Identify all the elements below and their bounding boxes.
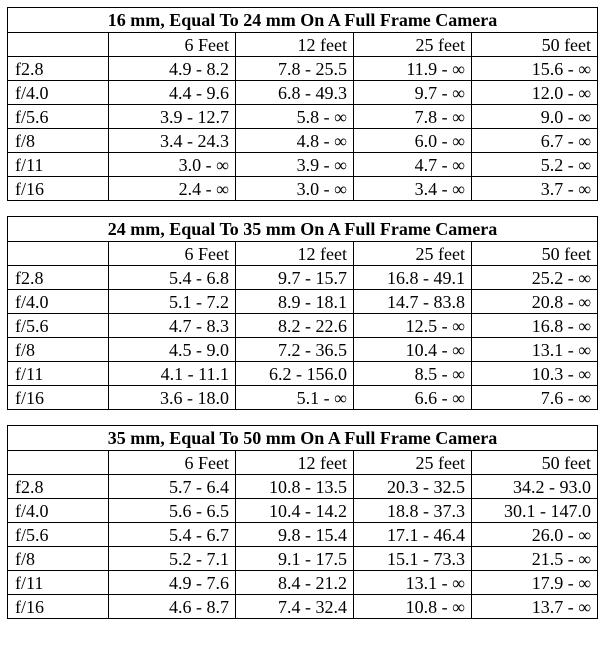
aperture-cell: f2.8 bbox=[8, 266, 109, 290]
table-row bbox=[8, 314, 598, 338]
dof-cell: 5.4 - 6.7 bbox=[109, 523, 236, 547]
table-title: 16 mm, Equal To 24 mm On A Full Frame Camera bbox=[8, 8, 598, 33]
dof-cell: 5.4 - 6.8 bbox=[109, 266, 236, 290]
dof-cell: 3.4 - 24.3 bbox=[109, 129, 236, 153]
dof-cell: 10.8 - ∞ bbox=[354, 595, 472, 619]
dof-cell: 16.8 - 49.1 bbox=[354, 266, 472, 290]
dof-cell: 6.8 - 49.3 bbox=[236, 81, 354, 105]
dof-cell: 5.2 - ∞ bbox=[472, 153, 598, 177]
dof-cell: 4.9 - 8.2 bbox=[109, 57, 236, 81]
aperture-cell: f/16 bbox=[8, 177, 109, 201]
dof-cell: 9.0 - ∞ bbox=[472, 105, 598, 129]
dof-cell: 7.6 - ∞ bbox=[472, 386, 598, 410]
table-title: 35 mm, Equal To 50 mm On A Full Frame Camera bbox=[8, 426, 598, 451]
column-header: 25 feet bbox=[354, 242, 472, 266]
column-header: 12 feet bbox=[236, 242, 354, 266]
table-gap bbox=[7, 410, 597, 425]
aperture-cell: f/11 bbox=[8, 571, 109, 595]
dof-cell: 10.8 - 13.5 bbox=[236, 475, 354, 499]
column-header: 25 feet bbox=[354, 33, 472, 57]
dof-cell: 8.9 - 18.1 bbox=[236, 290, 354, 314]
column-header: 50 feet bbox=[472, 33, 598, 57]
dof-cell: 9.1 - 17.5 bbox=[236, 547, 354, 571]
dof-table-16mm bbox=[7, 7, 598, 201]
dof-cell: 5.8 - ∞ bbox=[236, 105, 354, 129]
aperture-cell: f/8 bbox=[8, 547, 109, 571]
aperture-cell: f2.8 bbox=[8, 57, 109, 81]
table-row bbox=[8, 386, 598, 410]
dof-cell: 3.0 - ∞ bbox=[236, 177, 354, 201]
aperture-cell: f/5.6 bbox=[8, 105, 109, 129]
dof-cell: 13.7 - ∞ bbox=[472, 595, 598, 619]
dof-cell: 5.2 - 7.1 bbox=[109, 547, 236, 571]
table-row bbox=[8, 153, 598, 177]
dof-cell: 18.8 - 37.3 bbox=[354, 499, 472, 523]
dof-cell: 20.8 - ∞ bbox=[472, 290, 598, 314]
dof-cell: 5.6 - 6.5 bbox=[109, 499, 236, 523]
dof-cell: 6.2 - 156.0 bbox=[236, 362, 354, 386]
column-header: 12 feet bbox=[236, 33, 354, 57]
dof-cell: 13.1 - ∞ bbox=[472, 338, 598, 362]
dof-cell: 6.7 - ∞ bbox=[472, 129, 598, 153]
table-row bbox=[8, 338, 598, 362]
dof-cell: 10.4 - ∞ bbox=[354, 338, 472, 362]
aperture-cell: f/5.6 bbox=[8, 523, 109, 547]
table-gap bbox=[7, 201, 597, 216]
dof-cell: 30.1 - 147.0 bbox=[472, 499, 598, 523]
column-header: 50 feet bbox=[472, 451, 598, 475]
table-row bbox=[8, 105, 598, 129]
dof-table-35mm bbox=[7, 425, 598, 619]
dof-cell: 17.9 - ∞ bbox=[472, 571, 598, 595]
column-header: 6 Feet bbox=[109, 451, 236, 475]
table-title-row bbox=[8, 217, 598, 242]
table-row bbox=[8, 475, 598, 499]
table-row bbox=[8, 57, 598, 81]
dof-cell: 11.9 - ∞ bbox=[354, 57, 472, 81]
dof-cell: 9.8 - 15.4 bbox=[236, 523, 354, 547]
dof-tables bbox=[7, 7, 597, 619]
table-header-row bbox=[8, 33, 598, 57]
dof-cell: 3.6 - 18.0 bbox=[109, 386, 236, 410]
dof-cell: 12.0 - ∞ bbox=[472, 81, 598, 105]
table-row bbox=[8, 523, 598, 547]
dof-cell: 4.5 - 9.0 bbox=[109, 338, 236, 362]
dof-cell: 13.1 - ∞ bbox=[354, 571, 472, 595]
dof-table-24mm bbox=[7, 216, 598, 410]
aperture-cell: f/5.6 bbox=[8, 314, 109, 338]
dof-cell: 12.5 - ∞ bbox=[354, 314, 472, 338]
table-row bbox=[8, 266, 598, 290]
table-row bbox=[8, 177, 598, 201]
dof-cell: 4.9 - 7.6 bbox=[109, 571, 236, 595]
table-header-row bbox=[8, 451, 598, 475]
dof-cell: 16.8 - ∞ bbox=[472, 314, 598, 338]
dof-cell: 8.4 - 21.2 bbox=[236, 571, 354, 595]
column-header bbox=[8, 33, 109, 57]
table-row bbox=[8, 571, 598, 595]
dof-cell: 4.8 - ∞ bbox=[236, 129, 354, 153]
column-header: 12 feet bbox=[236, 451, 354, 475]
aperture-cell: f/11 bbox=[8, 362, 109, 386]
dof-cell: 14.7 - 83.8 bbox=[354, 290, 472, 314]
dof-cell: 7.8 - 25.5 bbox=[236, 57, 354, 81]
aperture-cell: f/8 bbox=[8, 129, 109, 153]
dof-cell: 26.0 - ∞ bbox=[472, 523, 598, 547]
aperture-cell: f/16 bbox=[8, 386, 109, 410]
dof-cell: 7.8 - ∞ bbox=[354, 105, 472, 129]
dof-cell: 34.2 - 93.0 bbox=[472, 475, 598, 499]
table-title-row bbox=[8, 8, 598, 33]
dof-cell: 4.1 - 11.1 bbox=[109, 362, 236, 386]
column-header: 50 feet bbox=[472, 242, 598, 266]
dof-cell: 10.4 - 14.2 bbox=[236, 499, 354, 523]
dof-cell: 7.4 - 32.4 bbox=[236, 595, 354, 619]
dof-cell: 9.7 - ∞ bbox=[354, 81, 472, 105]
dof-cell: 3.9 - 12.7 bbox=[109, 105, 236, 129]
table-header-row bbox=[8, 242, 598, 266]
dof-cell: 5.1 - 7.2 bbox=[109, 290, 236, 314]
column-header bbox=[8, 242, 109, 266]
column-header: 25 feet bbox=[354, 451, 472, 475]
dof-cell: 8.2 - 22.6 bbox=[236, 314, 354, 338]
dof-cell: 3.4 - ∞ bbox=[354, 177, 472, 201]
dof-cell: 25.2 - ∞ bbox=[472, 266, 598, 290]
dof-cell: 3.7 - ∞ bbox=[472, 177, 598, 201]
dof-cell: 5.7 - 6.4 bbox=[109, 475, 236, 499]
table-row bbox=[8, 290, 598, 314]
column-header: 6 Feet bbox=[109, 242, 236, 266]
dof-cell: 3.9 - ∞ bbox=[236, 153, 354, 177]
dof-cell: 21.5 - ∞ bbox=[472, 547, 598, 571]
table-title-row bbox=[8, 426, 598, 451]
dof-cell: 9.7 - 15.7 bbox=[236, 266, 354, 290]
aperture-cell: f/4.0 bbox=[8, 81, 109, 105]
table-row bbox=[8, 362, 598, 386]
aperture-cell: f/8 bbox=[8, 338, 109, 362]
aperture-cell: f/4.0 bbox=[8, 290, 109, 314]
aperture-cell: f/11 bbox=[8, 153, 109, 177]
aperture-cell: f/4.0 bbox=[8, 499, 109, 523]
table-title: 24 mm, Equal To 35 mm On A Full Frame Camera bbox=[8, 217, 598, 242]
dof-cell: 5.1 - ∞ bbox=[236, 386, 354, 410]
dof-cell: 15.6 - ∞ bbox=[472, 57, 598, 81]
dof-cell: 4.7 - 8.3 bbox=[109, 314, 236, 338]
dof-cell: 6.6 - ∞ bbox=[354, 386, 472, 410]
table-row bbox=[8, 81, 598, 105]
dof-cell: 10.3 - ∞ bbox=[472, 362, 598, 386]
table-row bbox=[8, 595, 598, 619]
table-row bbox=[8, 547, 598, 571]
dof-cell: 4.7 - ∞ bbox=[354, 153, 472, 177]
dof-cell: 3.0 - ∞ bbox=[109, 153, 236, 177]
column-header: 6 Feet bbox=[109, 33, 236, 57]
table-row bbox=[8, 499, 598, 523]
column-header bbox=[8, 451, 109, 475]
table-row bbox=[8, 129, 598, 153]
dof-cell: 15.1 - 73.3 bbox=[354, 547, 472, 571]
aperture-cell: f/16 bbox=[8, 595, 109, 619]
dof-cell: 2.4 - ∞ bbox=[109, 177, 236, 201]
dof-cell: 7.2 - 36.5 bbox=[236, 338, 354, 362]
aperture-cell: f2.8 bbox=[8, 475, 109, 499]
dof-cell: 8.5 - ∞ bbox=[354, 362, 472, 386]
dof-cell: 17.1 - 46.4 bbox=[354, 523, 472, 547]
dof-cell: 4.4 - 9.6 bbox=[109, 81, 236, 105]
dof-cell: 6.0 - ∞ bbox=[354, 129, 472, 153]
dof-cell: 20.3 - 32.5 bbox=[354, 475, 472, 499]
dof-cell: 4.6 - 8.7 bbox=[109, 595, 236, 619]
